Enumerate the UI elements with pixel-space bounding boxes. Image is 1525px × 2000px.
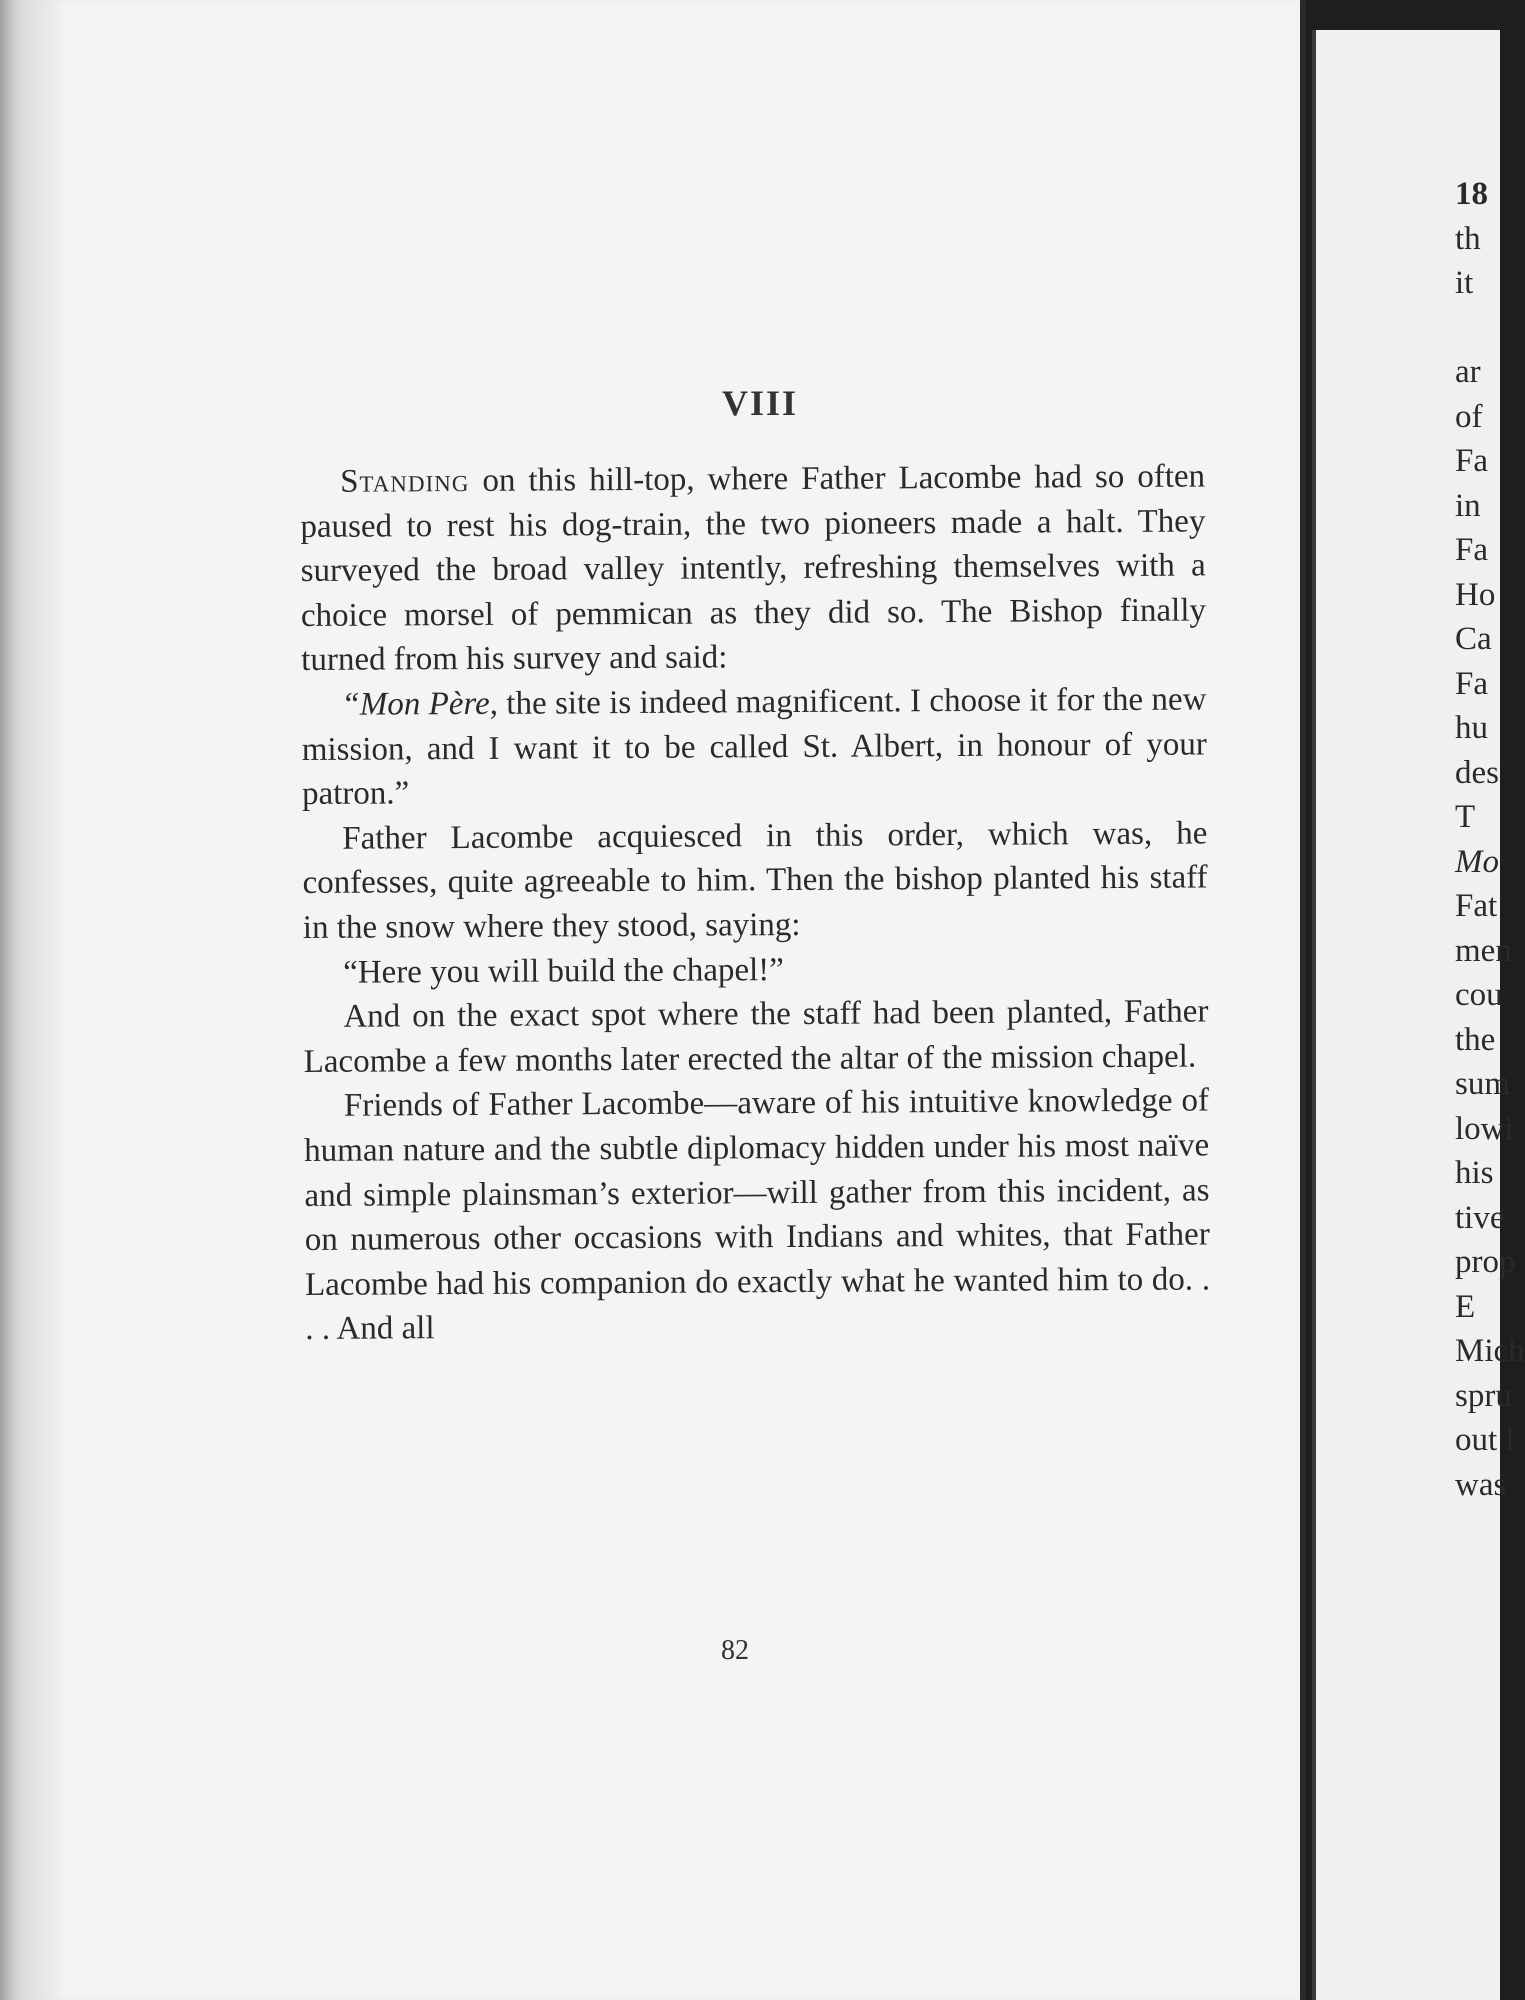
chapter-heading: VIII [721,383,799,423]
paragraph-2 [301,677,1207,816]
page-binding-shadow [0,0,62,2000]
right-page-line: out l [1455,1422,1515,1458]
right-page-line: of [1455,398,1483,435]
paragraph-1 [300,454,1206,682]
right-page-line: Fa [1455,532,1488,568]
right-page-line: T [1455,799,1476,835]
right-page-line: his [1455,1155,1494,1191]
right-page-line: men [1455,932,1512,969]
page-number: 82 [721,1635,749,1666]
right-page-line: Fa [1455,665,1488,702]
paragraph-2-text: the site is indeed magnificent. I choose it for the new mission, and I want it to be called St. Albert, in honour of your patron.” [301,681,1207,813]
right-page-line [1455,306,1515,351]
right-page-line: spru [1455,1377,1512,1414]
right-page-line: cou [1455,977,1503,1013]
right-page-line: 18 [1455,176,1488,212]
right-page-line: sum [1455,1066,1511,1102]
right-page-line: lowi [1455,1110,1514,1147]
right-page-line: tive [1455,1199,1505,1236]
body-text [300,454,1210,1351]
right-page-line: the [1455,1021,1496,1058]
paragraph-lead-small-caps: Standing [340,462,470,500]
right-page-line: it [1455,265,1474,301]
paragraph-4: “Here you will build the chapel!” [343,951,784,991]
right-page-cut-text [1455,172,1525,1507]
paragraph-5: And on the exact spot where the staff had been planted, Father Lacombe a few months later erected the altar of the mission chapel. [303,993,1209,1080]
right-page-line: was [1455,1466,1507,1503]
right-page-line: ar [1455,354,1481,390]
paragraph-6: Friends of Father Lacombe—aware of his intuitive knowledge of human nature and the subtle diplomacy hidden under his most naïve and simple plainsman’s exterior—will gather from this incident, as on numerous other occasions with Indians and whites, that Father Lacombe had his companion do exactly what he wanted him to do. . . . And all [304,1082,1211,1348]
right-page-line: hu [1455,710,1488,746]
right-page-line: Ho [1455,576,1496,613]
paragraph-1-text: on this hill-top, where Father Lacombe had so often paused to rest his dog-train, the two pioneers made a halt. They surveyed the broad valley intently, refreshing themselves with a choice morsel of pemmican as they did so. The Bishop finally turned from his survey and said: [300,458,1207,679]
right-page-line: Fa [1455,443,1488,479]
italic-quote-opening: “Mon Père, [341,685,499,723]
right-page-line: des [1455,754,1499,791]
right-page-line: Mich [1455,1333,1525,1369]
right-page-line: prop [1455,1244,1516,1280]
right-page-line: in [1455,487,1481,524]
paragraph-3: Father Lacombe acquiesced in this order, which was, he confesses, quite agreeable to him. Then the bishop planted his staff in the snow where they stood, saying: [302,815,1208,946]
right-page-line: Mo [1455,843,1499,880]
right-page-line: Fat [1455,888,1498,924]
right-page-line: E [1455,1288,1476,1325]
right-page-line: Ca [1455,621,1492,657]
right-page-line: th [1455,220,1481,257]
